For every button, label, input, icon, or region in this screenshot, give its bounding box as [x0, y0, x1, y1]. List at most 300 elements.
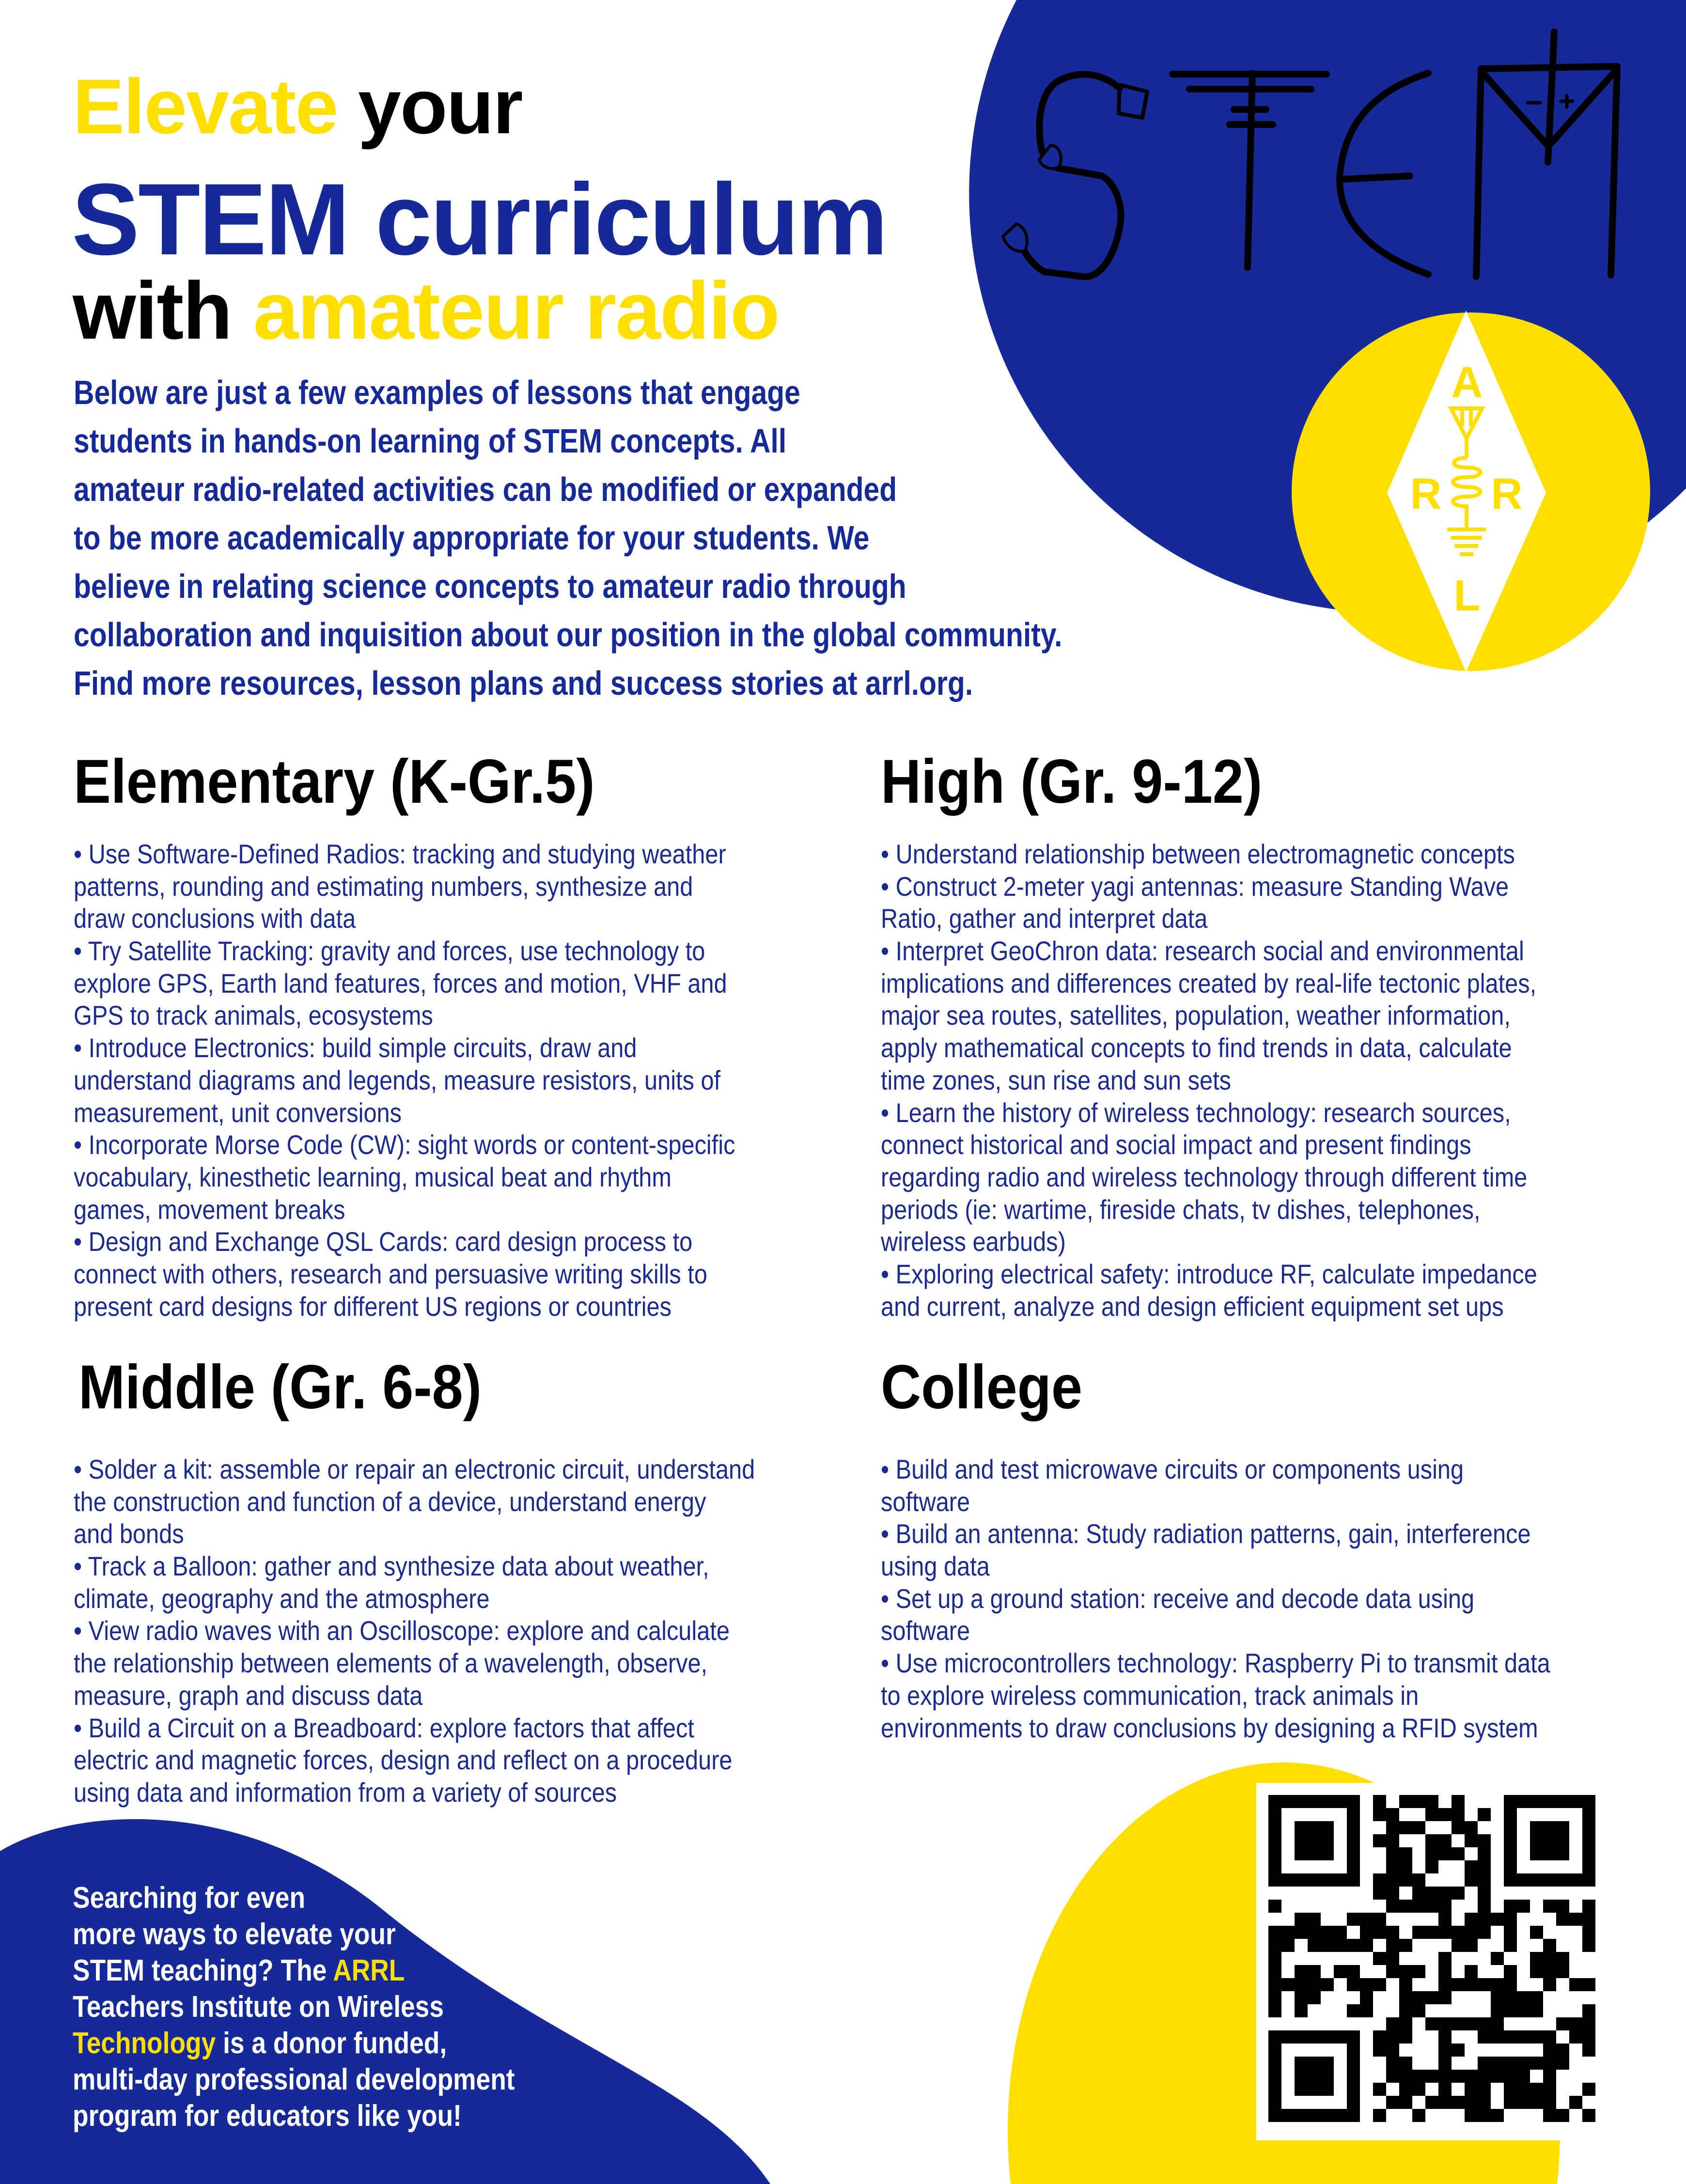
qr-module	[1530, 1821, 1543, 1834]
qr-module	[1295, 2057, 1308, 2070]
qr-module	[1386, 1939, 1399, 1952]
qr-module	[1543, 1847, 1556, 1860]
qr-module	[1582, 2083, 1595, 2096]
qr-module	[1517, 1873, 1530, 1887]
qr-module	[1295, 1847, 1308, 1860]
qr-module	[1465, 1978, 1478, 1991]
qr-module	[1399, 1965, 1412, 1978]
qr-module	[1438, 1834, 1452, 1847]
list-high	[881, 838, 1635, 1323]
qr-module	[1373, 1978, 1386, 1991]
promo-line	[73, 1952, 515, 1989]
qr-module	[1295, 2083, 1308, 2096]
qr-module	[1373, 1834, 1386, 1847]
qr-module	[1412, 1887, 1425, 1900]
qr-module	[1504, 1847, 1517, 1860]
qr-module	[1465, 2083, 1478, 2096]
qr-module	[1452, 1926, 1465, 1939]
qr-module	[1321, 2083, 1334, 2096]
list-item-line: • Use microcontrollers technology: Raspberry Pi to transmit data	[881, 1648, 1550, 1679]
qr-module	[1478, 2096, 1491, 2109]
qr-module	[1321, 1926, 1334, 1939]
qr-module	[1321, 1821, 1334, 1834]
qr-module	[1373, 1795, 1386, 1808]
list-item-line: connect with others, research and persuasive writing skills to	[74, 1258, 707, 1289]
qr-module	[1399, 2017, 1412, 2030]
qr-module	[1347, 1795, 1360, 1808]
qr-module	[1530, 2096, 1543, 2109]
qr-module	[1517, 2083, 1530, 2096]
qr-module	[1582, 1900, 1595, 1913]
qr-module	[1268, 1834, 1281, 1847]
qr-module	[1452, 1808, 1465, 1821]
qr-module	[1452, 1887, 1465, 1900]
intro-line: Below are just a few examples of lessons that engage	[74, 374, 800, 411]
qr-module	[1543, 1978, 1556, 1991]
list-item-line: draw conclusions with data	[74, 903, 356, 934]
list-item-line: the construction and function of a device, understand energy	[74, 1486, 706, 1517]
intro-line: believe in relating science concepts to amateur radio through	[74, 567, 906, 605]
qr-module	[1295, 1991, 1308, 2004]
promo-line: program for educators like you!	[73, 2099, 462, 2133]
qr-module	[1465, 1913, 1478, 1926]
logo-letter-r-right: R	[1491, 470, 1523, 518]
qr-module	[1268, 1991, 1281, 2004]
promo-line: Teachers Institute on Wireless	[73, 1990, 444, 2024]
list-item-line: climate, geography and the atmosphere	[74, 1583, 490, 1614]
heading-middle: Middle (Gr. 6-8)	[78, 1353, 482, 1422]
qr-module	[1334, 2109, 1347, 2122]
qr-module	[1308, 1991, 1321, 2004]
list-item-line: major sea routes, satellites, population, weather information,	[881, 1000, 1511, 1031]
qr-module	[1504, 2057, 1517, 2070]
qr-module	[1412, 1900, 1425, 1913]
qr-module	[1347, 2070, 1360, 2083]
qr-module	[1491, 2030, 1504, 2044]
qr-code-icon	[1256, 1783, 1610, 2140]
qr-module	[1517, 1795, 1530, 1808]
qr-module	[1504, 1978, 1517, 1991]
qr-module	[1491, 1978, 1504, 1991]
qr-module	[1478, 1834, 1491, 1847]
qr-module	[1268, 2070, 1281, 2083]
qr-module	[1569, 2017, 1582, 2030]
qr-module	[1281, 1795, 1295, 1808]
qr-module	[1360, 1913, 1373, 1926]
qr-module	[1386, 1965, 1399, 1978]
qr-module	[1281, 1978, 1295, 1991]
qr-module	[1543, 1965, 1556, 1978]
qr-module	[1504, 1860, 1517, 1873]
qr-module	[1465, 1926, 1478, 1939]
qr-module	[1438, 2044, 1452, 2057]
list-item-line: wireless earbuds)	[881, 1226, 1066, 1257]
qr-module	[1399, 2096, 1412, 2109]
qr-module	[1478, 1926, 1491, 1939]
list-item-line: • View radio waves with an Oscilloscope: explore and calculate	[74, 1615, 730, 1646]
qr-module	[1347, 2083, 1360, 2096]
qr-module	[1478, 2083, 1491, 2096]
qr-module	[1268, 1926, 1281, 1939]
list-item-line: using data	[881, 1551, 990, 1582]
qr-module	[1504, 1939, 1517, 1952]
list-item-line: and bonds	[74, 1518, 184, 1549]
list-item-line: • Try Satellite Tracking: gravity and forces, use technology to	[74, 936, 705, 967]
qr-module	[1478, 1978, 1491, 1991]
qr-module	[1438, 1887, 1452, 1900]
qr-module	[1582, 2030, 1595, 2044]
qr-module	[1530, 1991, 1543, 2004]
qr-module	[1530, 1926, 1543, 1939]
qr-module	[1530, 2057, 1543, 2070]
qr-module	[1465, 2017, 1478, 2030]
qr-module	[1399, 1900, 1412, 1913]
qr-module	[1399, 1939, 1412, 1952]
qr-module	[1438, 2070, 1452, 2083]
qr-module	[1308, 1965, 1321, 1978]
list-item-line: electric and magnetic forces, design and reflect on a procedure	[74, 1745, 733, 1776]
qr-module	[1399, 1873, 1412, 1887]
qr-module	[1478, 1860, 1491, 1873]
qr-module	[1308, 2030, 1321, 2044]
qr-module	[1334, 2030, 1347, 2044]
qr-module	[1373, 1926, 1386, 1939]
qr-module	[1504, 1913, 1517, 1926]
intro-line: to be more academically appropriate for your students. We	[74, 519, 870, 557]
qr-module	[1347, 2109, 1360, 2122]
qr-module	[1582, 2109, 1595, 2122]
qr-module	[1478, 1900, 1491, 1913]
qr-module	[1412, 1873, 1425, 1887]
list-item-line: • Set up a ground station: receive and decode data using	[881, 1583, 1475, 1614]
qr-module	[1504, 1965, 1517, 1978]
qr-module	[1360, 1926, 1373, 1939]
qr-module	[1569, 1913, 1582, 1926]
qr-module	[1543, 2057, 1556, 2070]
qr-module	[1465, 1834, 1478, 1847]
qr-module	[1268, 1860, 1281, 1873]
qr-module	[1399, 1860, 1412, 1873]
qr-module	[1295, 1834, 1308, 1847]
list-item-line: • Build and test microwave circuits or components using	[881, 1454, 1464, 1484]
qr-module	[1569, 1873, 1582, 1887]
qr-module	[1386, 2057, 1399, 2070]
qr-module	[1373, 1873, 1386, 1887]
qr-module	[1425, 2070, 1438, 2083]
qr-module	[1556, 1847, 1569, 1860]
list-item-line: • Incorporate Morse Code (CW): sight words or content-specific	[74, 1129, 735, 1160]
qr-module	[1504, 1821, 1517, 1834]
qr-module	[1308, 1795, 1321, 1808]
qr-module	[1582, 2017, 1595, 2030]
qr-module	[1321, 2057, 1334, 2070]
promo-line	[73, 2025, 515, 2061]
qr-module	[1452, 1821, 1465, 1834]
qr-module	[1268, 2057, 1281, 2070]
qr-module	[1386, 1900, 1399, 1913]
qr-module	[1308, 1978, 1321, 1991]
qr-module	[1268, 2030, 1281, 2044]
qr-module	[1295, 1913, 1308, 1926]
qr-module	[1452, 2070, 1465, 2083]
qr-module	[1268, 1952, 1281, 1965]
qr-module	[1334, 1939, 1347, 1952]
list-item-line: • Construct 2-meter yagi antennas: measure Standing Wave	[881, 871, 1509, 902]
qr-module	[1530, 2004, 1543, 2017]
qr-module	[1386, 2070, 1399, 2083]
logo-letter-l: L	[1453, 572, 1481, 620]
qr-module	[1452, 2017, 1465, 2030]
qr-module	[1399, 1821, 1412, 1834]
qr-module	[1504, 1808, 1517, 1821]
qr-module	[1386, 1847, 1399, 1860]
qr-module	[1438, 2096, 1452, 2109]
logo-letter-a: A	[1451, 359, 1483, 407]
qr-module	[1334, 1873, 1347, 1887]
promo-line: multi-day professional development	[73, 2063, 515, 2096]
qr-module	[1582, 1808, 1595, 1821]
qr-module	[1465, 1873, 1478, 1887]
qr-module	[1438, 1965, 1452, 1978]
qr-module	[1347, 1821, 1360, 1834]
promo-arrl-link: ARRL	[333, 1954, 405, 1987]
qr-module	[1504, 2004, 1517, 2017]
qr-module	[1491, 2109, 1504, 2122]
qr-module	[1295, 2109, 1308, 2122]
qr-module	[1412, 2004, 1425, 2017]
qr-module	[1399, 2030, 1412, 2044]
qr-module	[1308, 1926, 1321, 1939]
qr-module	[1556, 1965, 1569, 1978]
qr-module	[1543, 1821, 1556, 1834]
list-item-line: • Interpret GeoChron data: research social and environmental	[881, 936, 1524, 967]
qr-module	[1386, 1952, 1399, 1965]
title-line-1	[73, 62, 522, 151]
arrl-logo	[1292, 311, 1650, 672]
promo-highlight: Technology	[73, 2027, 216, 2060]
qr-module	[1465, 1821, 1478, 1834]
qr-module	[1373, 2109, 1386, 2122]
title-highlight-elevate: Elevate	[73, 63, 338, 150]
qr-module	[1386, 1873, 1399, 1887]
qr-module	[1268, 1965, 1281, 1978]
list-item-line: the relationship between elements of a wavelength, observe,	[74, 1648, 708, 1679]
qr-module	[1491, 2070, 1504, 2083]
qr-module	[1425, 1887, 1438, 1900]
qr-module	[1452, 1847, 1465, 1860]
list-item-line: patterns, rounding and estimating numbers, synthesize and	[74, 871, 693, 902]
qr-module	[1295, 2070, 1308, 2083]
qr-module	[1334, 1926, 1347, 1939]
intro-paragraph	[74, 368, 1250, 707]
heading-high: High (Gr. 9-12)	[881, 747, 1263, 816]
qr-module	[1321, 1795, 1334, 1808]
qr-module	[1412, 1991, 1425, 2004]
qr-module	[1530, 1847, 1543, 1860]
qr-module	[1308, 1873, 1321, 1887]
qr-module	[1412, 1821, 1425, 1834]
qr-module	[1347, 2044, 1360, 2057]
qr-module	[1478, 1913, 1491, 1926]
qr-module	[1530, 1952, 1543, 1965]
qr-module	[1308, 1913, 1321, 1926]
qr-module	[1268, 1847, 1281, 1860]
qr-module	[1543, 2044, 1556, 2057]
qr-module	[1386, 1926, 1399, 1939]
qr-module	[1543, 2083, 1556, 2096]
qr-module	[1386, 2030, 1399, 2044]
promo-line: more ways to elevate your	[73, 1918, 396, 1951]
qr-module	[1295, 1965, 1308, 1978]
qr-module	[1399, 2070, 1412, 2083]
qr-module	[1452, 1939, 1465, 1952]
qr-module	[1478, 2109, 1491, 2122]
list-item-line: regarding radio and wireless technology through different time	[881, 1161, 1528, 1192]
qr-module	[1504, 2096, 1517, 2109]
qr-module	[1582, 2004, 1595, 2017]
qr-module	[1543, 1873, 1556, 1887]
qr-module	[1308, 2109, 1321, 2122]
qr-module	[1504, 2070, 1517, 2083]
qr-module	[1582, 1926, 1595, 1939]
qr-module	[1582, 1913, 1595, 1926]
qr-module	[1452, 2044, 1465, 2057]
qr-module	[1308, 2083, 1321, 2096]
qr-module	[1281, 2030, 1295, 2044]
qr-module	[1347, 1847, 1360, 1860]
qr-module	[1438, 2030, 1452, 2044]
qr-module	[1386, 2044, 1399, 2057]
qr-module	[1530, 1834, 1543, 1847]
title-text-with: with	[73, 265, 253, 356]
qr-module	[1399, 2057, 1412, 2070]
qr-module	[1517, 2030, 1530, 2044]
qr-module	[1425, 1860, 1438, 1873]
list-item-line: games, movement breaks	[74, 1194, 345, 1225]
qr-module	[1373, 2044, 1386, 2057]
qr-module	[1425, 1795, 1438, 1808]
list-item-line: periods (ie: wartime, fireside chats, tv dishes, telephones,	[881, 1194, 1481, 1225]
qr-module	[1504, 1873, 1517, 1887]
qr-module	[1543, 2109, 1556, 2122]
qr-module	[1281, 2109, 1295, 2122]
qr-module	[1321, 1847, 1334, 1860]
qr-module	[1268, 1873, 1281, 1887]
qr-module	[1295, 1821, 1308, 1834]
qr-module	[1582, 1834, 1595, 1847]
list-item-line: • Build a Circuit on a Breadboard: explore factors that affect	[74, 1712, 694, 1743]
qr-module	[1465, 2109, 1478, 2122]
qr-module	[1543, 2070, 1556, 2083]
qr-module	[1569, 1978, 1582, 1991]
qr-module	[1543, 1834, 1556, 1847]
qr-module	[1582, 2044, 1595, 2057]
qr-module	[1347, 1860, 1360, 1873]
qr-module	[1295, 1873, 1308, 1887]
qr-module	[1373, 1808, 1386, 1821]
qr-module	[1347, 1834, 1360, 1847]
qr-module	[1582, 1821, 1595, 1834]
list-item-line: understand diagrams and legends, measure resistors, units of	[74, 1064, 721, 1095]
list-middle	[74, 1453, 857, 1809]
list-item-line: Ratio, gather and interpret data	[881, 903, 1208, 934]
qr-module	[1321, 2109, 1334, 2122]
title-line-3	[73, 264, 779, 358]
qr-module	[1321, 2070, 1334, 2083]
qr-module	[1438, 1978, 1452, 1991]
intro-line: students in hands-on learning of STEM concepts. All	[74, 422, 787, 460]
qr-module	[1347, 1939, 1360, 1952]
qr-module	[1504, 1926, 1517, 1939]
qr-module	[1360, 2004, 1373, 2017]
qr-module	[1491, 1913, 1504, 1926]
qr-module	[1386, 1834, 1399, 1847]
qr-module	[1373, 1913, 1386, 1926]
list-elementary	[74, 838, 834, 1323]
qr-module	[1517, 2004, 1530, 2017]
qr-module	[1399, 1847, 1412, 1860]
qr-module	[1478, 1887, 1491, 1900]
qr-module	[1268, 1978, 1281, 1991]
qr-module	[1504, 1834, 1517, 1847]
qr-module	[1412, 2083, 1425, 2096]
qr-module	[1582, 1795, 1595, 1808]
qr-module	[1517, 2096, 1530, 2109]
qr-module	[1438, 2017, 1452, 2030]
list-item-line: • Use Software-Defined Radios: tracking and studying weather	[74, 839, 726, 869]
qr-module	[1425, 1926, 1438, 1939]
qr-module	[1543, 1939, 1556, 1952]
qr-module	[1556, 1900, 1569, 1913]
list-item-line: apply mathematical concepts to find trends in data, calculate	[881, 1032, 1512, 1063]
qr-module	[1386, 1887, 1399, 1900]
qr-module	[1268, 1795, 1281, 1808]
qr-module	[1517, 1900, 1530, 1913]
qr-module	[1556, 1834, 1569, 1847]
qr-module	[1347, 1978, 1360, 1991]
qr-module	[1582, 1939, 1595, 1952]
promo-text	[73, 1880, 587, 2134]
qr-module	[1308, 1821, 1321, 1834]
qr-module	[1478, 1847, 1491, 1860]
qr-module	[1347, 2004, 1360, 2017]
qr-module	[1386, 1821, 1399, 1834]
qr-module	[1412, 2109, 1425, 2122]
qr-module	[1530, 1873, 1543, 1887]
qr-module	[1399, 1978, 1412, 1991]
qr-module	[1412, 1795, 1425, 1808]
qr-module	[1569, 2030, 1582, 2044]
qr-module	[1373, 2030, 1386, 2044]
qr-code[interactable]	[1256, 1783, 1610, 2140]
list-item-line: • Learn the history of wireless technology: research sources,	[881, 1097, 1511, 1128]
qr-module	[1556, 1952, 1569, 1965]
qr-module	[1268, 2004, 1281, 2017]
qr-module	[1321, 1873, 1334, 1887]
qr-module	[1504, 1795, 1517, 1808]
qr-module	[1556, 2109, 1569, 2122]
qr-module	[1268, 1900, 1281, 1913]
list-item-line: • Exploring electrical safety: introduce RF, calculate impedance	[881, 1258, 1537, 1289]
intro-line: collaboration and inquisition about our position in the global community.	[74, 616, 1062, 654]
qr-module	[1543, 2030, 1556, 2044]
qr-module	[1268, 2109, 1281, 2122]
qr-module	[1399, 1991, 1412, 2004]
qr-module	[1425, 1808, 1438, 1821]
qr-module	[1295, 2004, 1308, 2017]
qr-module	[1399, 1795, 1412, 1808]
qr-module	[1347, 1965, 1360, 1978]
